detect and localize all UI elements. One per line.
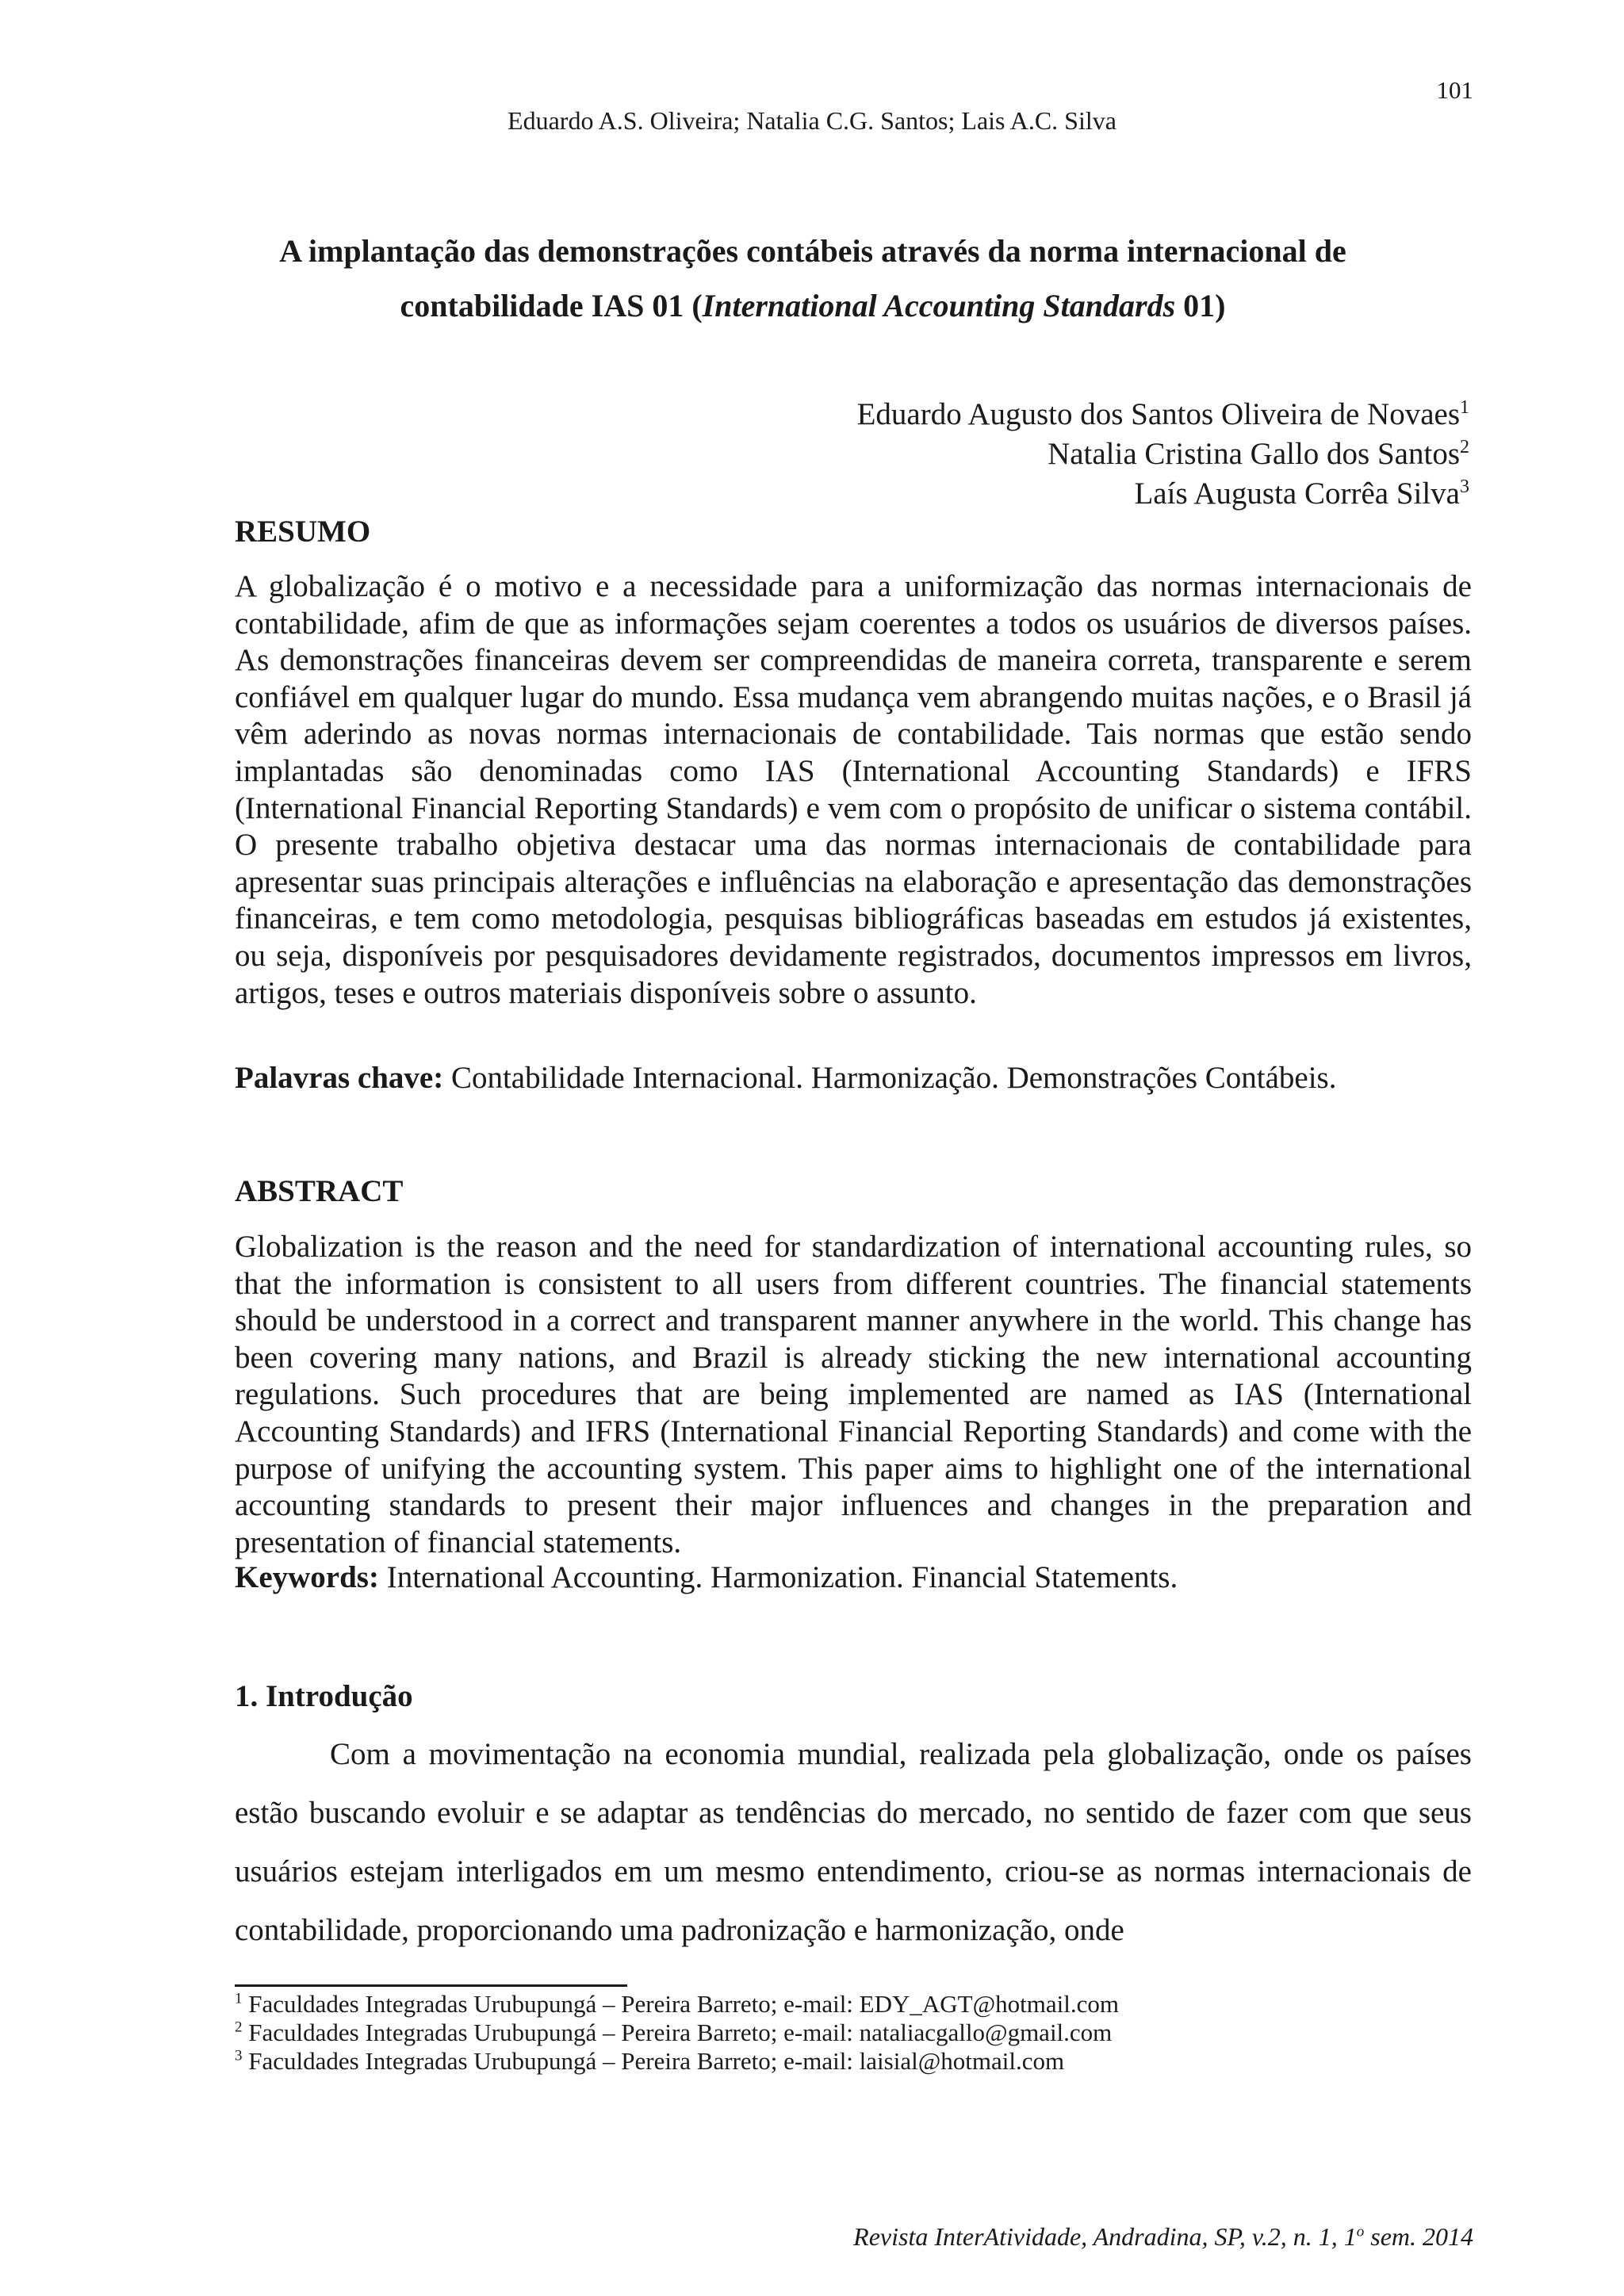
author-name: Laís Augusta Corrêa Silva xyxy=(1134,476,1460,511)
footnote-text: Faculdades Integradas Urubupungá – Pereira Barreto; e-mail: EDY_AGT@hotmail.com xyxy=(242,1990,1119,2018)
resumo-body: A globalização é o motivo e a necessidade para a uniformização das normas internacionais de contabilidade, afim de que as informações sejam coerentes a todos os usuários de diversos países. As demonstrações financeiras devem ser compreendidas de maneira correta, transparente e serem confiável em qualquer lugar do mundo. Essa mudança vem abrangendo muitas nações, e o Brasil já vêm aderindo as novas normas internacionais de contabilidade. Tais normas que estão sendo implantadas são denominadas como IAS (International Accounting Standards) e IFRS (International Financial Reporting Standards) e vem com o propósito de unificar o sistema contábil. O presente trabalho objetiva destacar uma das normas internacionais de contabilidade para apresentar suas principais alterações e influências na elaboração e apresentação das demonstrações financeiras, e tem como metodologia, pesquisas bibliográficas baseadas em estudos já existentes, ou seja, disponíveis por pesquisadores devidamente registrados, documentos impressos em livros, artigos, teses e outros materiais disponíveis sobre o assunto. xyxy=(235,569,1472,1010)
abstract-body: Globalization is the reason and the need for standardization of international accounting rules, so that the information is consistent to all users from different countries. The financial statements should be understood in a correct and transparent manner anywhere in the world. This change has been covering many nations, and Brazil is already sticking the new international accounting regulations. Such procedures that are being implemented are named as IAS (International Accounting Standards) and IFRS (International Financial Reporting Standards) and come with the purpose of unifying the accounting system. This paper aims to highlight one of the international accounting standards to present their major influences and changes in the preparation and presentation of financial statements. xyxy=(235,1230,1472,1559)
title-italic: International Accounting Standards xyxy=(702,288,1176,323)
footnote-text: Faculdades Integradas Urubupungá – Pereira Barreto; e-mail: laisial@hotmail.com xyxy=(242,2047,1065,2075)
title-prefix: contabilidade IAS 01 ( xyxy=(400,288,703,323)
keywords-text: International Accounting. Harmonization. Financial Statements. xyxy=(378,1560,1178,1594)
journal-footer xyxy=(853,2222,1473,2252)
footnote-mark: 2 xyxy=(235,2019,243,2036)
resumo-heading: RESUMO xyxy=(235,515,371,549)
footnote-mark: 3 xyxy=(235,2047,243,2064)
author xyxy=(857,395,1469,434)
footnote xyxy=(235,2019,1119,2047)
author-footnote-mark: 2 xyxy=(1460,437,1469,457)
journal-year: sem. 2014 xyxy=(1364,2222,1473,2251)
author xyxy=(857,474,1469,514)
running-head: Eduardo A.S. Oliveira; Natalia C.G. Santos; Lais A.C. Silva xyxy=(508,106,1116,135)
author-name: Natalia Cristina Gallo dos Santos xyxy=(1048,437,1460,471)
title-suffix: 01) xyxy=(1175,288,1226,323)
title-line-1: A implantação das demonstrações contábeis através da norma internacional de xyxy=(279,233,1346,269)
footnote xyxy=(235,1990,1119,2019)
author-footnote-mark: 1 xyxy=(1460,397,1469,418)
title-line-2 xyxy=(238,278,1388,333)
journal-citation: Revista InterAtividade, Andradina, SP, v.2, n. 1, 1 xyxy=(853,2222,1357,2251)
paper-title xyxy=(238,224,1388,333)
footnote-mark: 1 xyxy=(235,1990,243,2007)
intro-body: Com a movimentação na economia mundial, realizada pela globalização, onde os países estão buscando evoluir e se adaptar as tendências do mercado, no sentido de fazer com que seus usuários estejam interligados em um mesmo entendimento, criou-se as normas internacionais de contabilidade, proporcionando uma padronização e harmonização, onde xyxy=(235,1737,1472,1947)
footnote-rule xyxy=(235,1984,627,1987)
author-name: Eduardo Augusto dos Santos Oliveira de Novaes xyxy=(856,397,1460,431)
keywords xyxy=(235,1559,1178,1595)
footnote xyxy=(235,2047,1119,2076)
footnote-text: Faculdades Integradas Urubupungá – Pereira Barreto; e-mail: nataliacgallo@gmail.com xyxy=(242,2019,1113,2046)
page-number: 101 xyxy=(1436,76,1473,104)
abstract-heading: ABSTRACT xyxy=(235,1174,404,1208)
palavras-chave-text: Contabilidade Internacional. Harmonização. Demonstrações Contábeis. xyxy=(443,1061,1337,1095)
footnotes xyxy=(235,1990,1119,2076)
author-list xyxy=(857,395,1469,514)
intro-heading: 1. Introdução xyxy=(235,1679,413,1713)
journal-ordinal: o xyxy=(1356,2223,1365,2241)
author xyxy=(857,434,1469,474)
author-footnote-mark: 3 xyxy=(1460,476,1469,497)
keywords-label: Keywords: xyxy=(235,1560,379,1594)
palavras-chave xyxy=(235,1060,1336,1096)
palavras-chave-label: Palavras chave: xyxy=(235,1061,444,1095)
